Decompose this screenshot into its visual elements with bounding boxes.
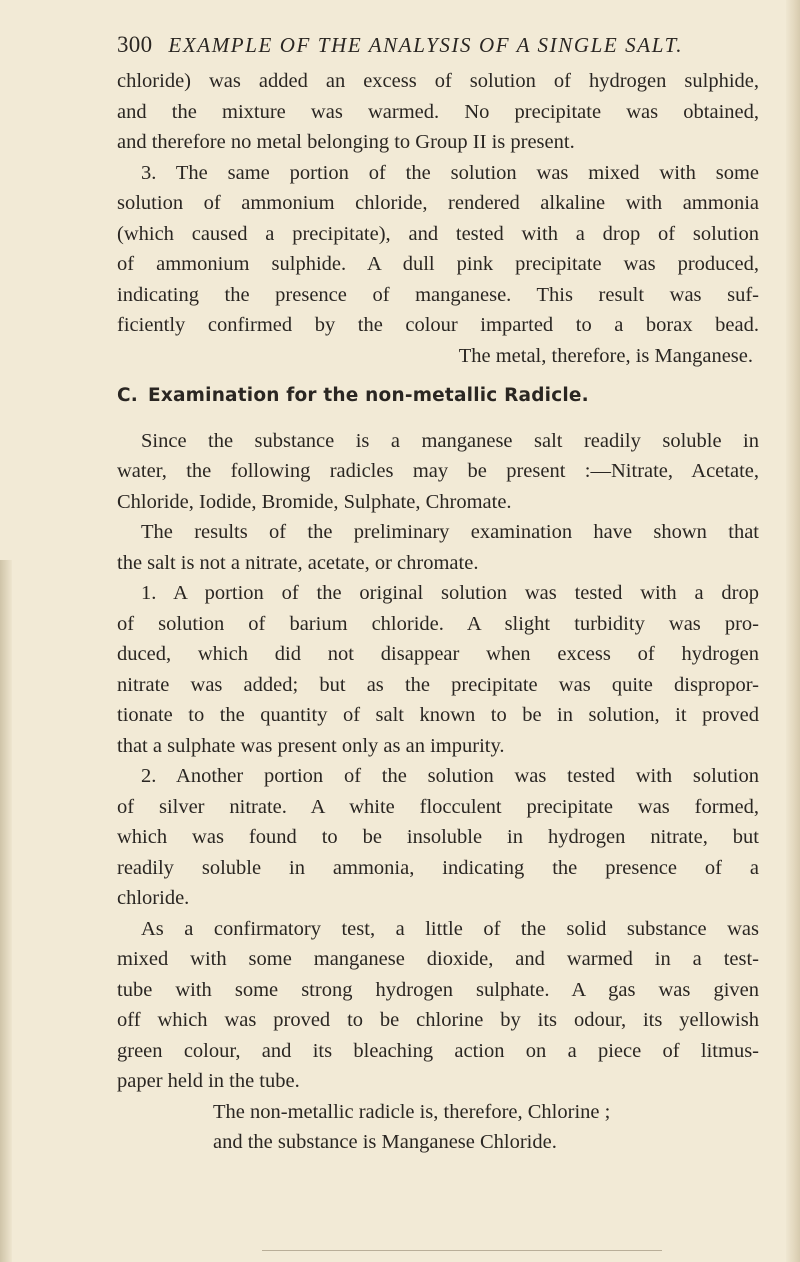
text-line: (which caused a precipitate), and tested with a drop of solution xyxy=(117,222,759,245)
text-line: Chloride, Iodide, Bromide, Sulphate, Chromate. xyxy=(117,490,512,513)
page-content xyxy=(117,30,759,1158)
text-line: indicating the presence of manganese. This result was suf- xyxy=(117,283,759,306)
text-line: mixed with some manganese dioxide, and warmed in a test- xyxy=(117,948,759,970)
text-line: paper held in the tube. xyxy=(117,1070,300,1092)
text-line: solution of ammonium chloride, rendered alkaline with ammonia xyxy=(117,192,759,214)
text-line: of silver nitrate. A white flocculent precipitate was formed, xyxy=(117,795,759,818)
text-line: of ammonium sulphide. A dull pink precipitate was produced, xyxy=(117,253,759,275)
text-line: ficiently confirmed by the colour imparted to a borax bead. xyxy=(117,314,759,336)
page-edge-shadow xyxy=(786,0,800,1262)
text-line: 1. A portion of the original solution was tested with a drop xyxy=(141,582,759,604)
running-header xyxy=(117,30,759,66)
text-line: readily soluble in ammonia, indicating the presence of a xyxy=(117,856,759,879)
text-line: chloride) was added an excess of solution of hydrogen sulphide, xyxy=(117,70,759,92)
text-line: As a confirmatory test, a little of the solid substance was xyxy=(141,917,759,940)
running-title: EXAMPLE OF THE ANALYSIS OF A SINGLE SALT. xyxy=(168,33,684,57)
text-line: and the mixture was warmed. No precipitate was obtained, xyxy=(117,100,759,123)
text-line: of solution of barium chloride. A slight turbidity was pro- xyxy=(117,612,759,635)
text-line: off which was proved to be chlorine by its odour, its yellowish xyxy=(117,1009,759,1031)
section-heading xyxy=(117,381,759,412)
text-line: The metal, therefore, is Manganese. xyxy=(458,344,753,367)
section-letter: C. xyxy=(117,385,139,406)
text-line: which was found to be insoluble in hydrogen nitrate, but xyxy=(117,826,759,848)
text-line: duced, which did not disappear when excess of hydrogen xyxy=(117,643,759,665)
text-line: water, the following radicles may be present :—Nitrate, Acetate, xyxy=(117,460,759,482)
text-line: Since the substance is a manganese salt readily soluble in xyxy=(141,429,759,452)
text-line: that a sulphate was present only as an impurity. xyxy=(117,734,505,757)
conclusion-line: and the substance is Manganese Chloride. xyxy=(213,1131,557,1153)
text-line: The results of the preliminary examination have shown that xyxy=(141,521,759,543)
bottom-rule xyxy=(262,1250,662,1251)
text-line: chloride. xyxy=(117,887,190,909)
conclusion-line: The non-metallic radicle is, therefore, Chlorine ; xyxy=(213,1100,611,1123)
section-title: Examination for the non-metallic Radicle. xyxy=(148,385,589,406)
page-gutter-shadow xyxy=(0,560,12,1262)
text-line: the salt is not a nitrate, acetate, or chromate. xyxy=(117,551,479,574)
text-line: tube with some strong hydrogen sulphate. A gas was given xyxy=(117,978,759,1001)
text-line: 2. Another portion of the solution was tested with solution xyxy=(141,765,759,787)
text-line: 3. The same portion of the solution was mixed with some xyxy=(141,161,759,184)
text-line: tionate to the quantity of salt known to be in solution, it proved xyxy=(117,704,759,726)
text-line: nitrate was added; but as the precipitate was quite dispropor- xyxy=(117,673,759,696)
text-line: green colour, and its bleaching action on a piece of litmus- xyxy=(117,1039,759,1062)
page-number: 300 xyxy=(117,32,153,57)
text-line: and therefore no metal belonging to Group II is present. xyxy=(117,131,575,153)
body-text xyxy=(117,66,759,1158)
